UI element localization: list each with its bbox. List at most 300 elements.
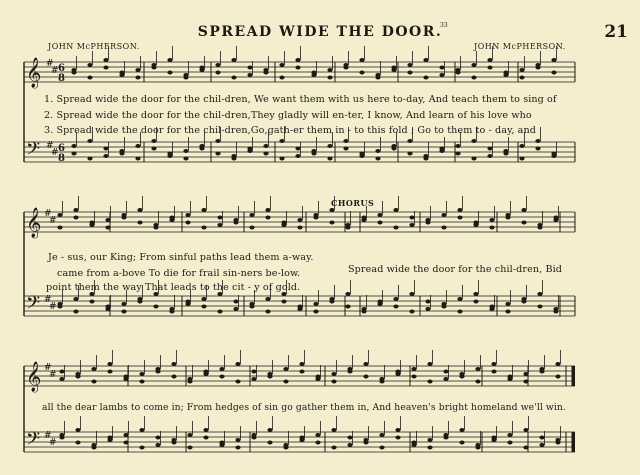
system2-bass-note <box>153 305 158 309</box>
system2-treble-note <box>297 218 302 222</box>
verse-2-lyric-cont: came from a-bove To die for frail sin-ners be-low. <box>57 268 301 279</box>
system3-bass-note <box>203 428 208 432</box>
system2-treble-note <box>249 226 254 230</box>
system2-treble-note <box>249 213 254 217</box>
system1-treble-note <box>311 71 316 75</box>
system2-bass-note <box>457 310 462 314</box>
system3-bass-note <box>315 433 320 437</box>
system2-bass-note <box>265 297 270 301</box>
system1-treble-note <box>439 66 444 70</box>
system3-treble-note <box>219 367 224 371</box>
system2-bass-note <box>249 305 254 309</box>
system1-bass-note <box>263 144 268 148</box>
system1-bass-note <box>231 157 236 161</box>
system3-bass-note <box>267 441 272 445</box>
treble-clef: 𝄞 <box>26 208 42 238</box>
system1-bass-note <box>455 144 460 148</box>
system3-treble-note <box>91 380 96 384</box>
key-signature: # <box>49 370 57 380</box>
system1-bass-note <box>503 152 508 156</box>
system1-treble-note <box>503 71 508 75</box>
hymn-title: SPREAD WIDE THE DOOR. <box>197 24 443 40</box>
system2-treble-note <box>521 208 526 212</box>
system3-treble-note <box>443 370 448 374</box>
system3-treble-note <box>331 372 336 376</box>
system2-treble-note <box>201 208 206 212</box>
key-signature: # <box>49 216 57 226</box>
verse-1-lyric-cont: Je - sus, our King; From sinful paths lead them a-way. <box>48 252 314 263</box>
verse-3-lyric-cont: point them the way That leads to the cit - y of gold. <box>46 282 301 293</box>
system3-bass-note <box>139 428 144 432</box>
system3-bass-note <box>123 433 128 437</box>
system3-treble-note <box>219 375 224 379</box>
time-signature: 6 <box>58 143 65 154</box>
system1-treble-note <box>519 76 524 80</box>
system3-bass-note <box>363 441 368 445</box>
system3-bass-note <box>555 441 560 445</box>
system1-treble-note <box>487 58 492 62</box>
system1-treble-note <box>327 76 332 80</box>
system1-bass-note <box>423 157 428 161</box>
system3-treble-note <box>59 370 64 374</box>
system3-treble-note <box>523 380 528 384</box>
system3-bass-note <box>411 441 416 445</box>
system3-bass-note <box>395 436 400 440</box>
system1-treble-note <box>407 71 412 75</box>
system1-bass-note <box>87 139 92 143</box>
system2-treble-note <box>169 216 174 220</box>
system1-treble-note <box>71 71 76 75</box>
system3-bass-note <box>155 443 160 447</box>
system1-bass-note <box>471 157 476 161</box>
system2-treble-note <box>521 221 526 225</box>
system2-bass-note <box>361 310 366 314</box>
system1-treble-note <box>103 66 108 70</box>
system3-bass-note <box>155 436 160 440</box>
system3-treble-note <box>395 370 400 374</box>
system1-bass-note <box>71 144 76 148</box>
bass-clef: 𝄢 <box>26 429 41 454</box>
system2-treble-note <box>265 208 270 212</box>
system2-treble-note <box>105 218 110 222</box>
key-signature: # <box>51 148 59 158</box>
system1-bass-note <box>295 147 300 151</box>
system2-treble-note <box>89 221 94 225</box>
system3-treble-note <box>411 367 416 371</box>
system3-bass-note <box>459 441 464 445</box>
treble-clef: 𝄞 <box>26 58 42 88</box>
system1-treble-note <box>343 66 348 70</box>
treble-clef: 𝄞 <box>26 362 42 392</box>
key-signature: # <box>46 141 54 151</box>
key-signature: # <box>44 209 52 219</box>
system3-bass-note <box>251 436 256 440</box>
system2-treble-note <box>489 226 494 230</box>
system1-bass-note <box>519 144 524 148</box>
system3-bass-note <box>379 446 384 450</box>
system1-bass-note <box>535 147 540 151</box>
system1-treble-note <box>135 76 140 80</box>
system1-treble-note <box>535 66 540 70</box>
system3-treble-note <box>171 362 176 366</box>
system2-treble-note <box>265 216 270 220</box>
system3-treble-note <box>283 380 288 384</box>
system2-bass-note <box>425 300 430 304</box>
system2-bass-note <box>201 305 206 309</box>
system2-bass-note <box>505 302 510 306</box>
system2-treble-note <box>505 216 510 220</box>
system3-treble-note <box>107 370 112 374</box>
system2-treble-note <box>201 226 206 230</box>
system2-bass-note <box>409 310 414 314</box>
system1-bass-note <box>551 152 556 156</box>
system1-treble-note <box>119 71 124 75</box>
system2-bass-note <box>57 305 62 309</box>
bass-clef: 𝄢 <box>26 293 41 318</box>
system2-treble-note <box>233 221 238 225</box>
system2-treble-note <box>409 216 414 220</box>
system1-treble-note <box>295 66 300 70</box>
system2-treble-note <box>345 226 350 230</box>
system1-bass-note <box>391 147 396 151</box>
system3-bass-note <box>203 436 208 440</box>
system1-bass-note <box>343 139 348 143</box>
system1-treble-note <box>439 73 444 77</box>
system1-bass-note <box>439 147 444 151</box>
system2-treble-note <box>537 226 542 230</box>
system3-treble-note <box>379 380 384 384</box>
system3-treble-note <box>107 362 112 366</box>
system1-bass-note <box>119 152 124 156</box>
system2-bass-note <box>121 310 126 314</box>
system1-treble-note <box>327 68 332 72</box>
system3-bass-note <box>475 446 480 450</box>
system1-bass-note <box>103 154 108 158</box>
time-signature: 8 <box>58 73 65 84</box>
system2-bass-note <box>345 305 350 309</box>
system3-treble-note <box>187 380 192 384</box>
system1-bass-note <box>135 157 140 161</box>
system3-treble-note <box>363 362 368 366</box>
system3-bass-note <box>523 446 528 450</box>
system1-treble-note <box>295 58 300 62</box>
system1-bass-note <box>247 147 252 151</box>
system3-treble-note <box>235 380 240 384</box>
system3-bass-note <box>187 446 192 450</box>
system2-treble-note <box>73 208 78 212</box>
system2-bass-note <box>393 297 398 301</box>
system2-treble-note <box>185 221 190 225</box>
system2-bass-note <box>329 300 334 304</box>
system1-treble-note <box>151 66 156 70</box>
system1-bass-note <box>215 152 220 156</box>
key-signature: # <box>49 302 57 312</box>
system3-bass-note <box>59 436 64 440</box>
system2-bass-note <box>345 292 350 296</box>
key-signature: # <box>44 295 52 305</box>
system1-treble-note <box>279 63 284 67</box>
system3-bass-note <box>283 446 288 450</box>
system3-bass-note <box>507 433 512 437</box>
system3-treble-note <box>91 367 96 371</box>
system1-bass-note <box>295 154 300 158</box>
system3-bass-note <box>107 436 112 440</box>
system2-bass-note <box>489 305 494 309</box>
system1-bass-note <box>487 154 492 158</box>
system1-treble-note <box>359 58 364 62</box>
system1-bass-note <box>327 144 332 148</box>
system3-treble-note <box>139 372 144 376</box>
system1-bass-note <box>407 139 412 143</box>
system3-treble-note <box>539 370 544 374</box>
system3-bass-note <box>507 441 512 445</box>
system2-treble-note <box>441 213 446 217</box>
system2-treble-note <box>73 216 78 220</box>
system3-bass-note <box>539 443 544 447</box>
system1-bass-note <box>519 157 524 161</box>
system3-bass-note <box>91 446 96 450</box>
system3-bass-note <box>331 446 336 450</box>
system3-treble-note <box>331 380 336 384</box>
system2-treble-note <box>377 221 382 225</box>
system3-treble-note <box>555 375 560 379</box>
system1-treble-note <box>103 58 108 62</box>
system2-treble-note <box>297 226 302 230</box>
system1-bass-note <box>215 139 220 143</box>
system3-bass-note <box>427 446 432 450</box>
system3-treble-note <box>555 362 560 366</box>
system2-treble-note <box>153 226 158 230</box>
system1-treble-note <box>423 76 428 80</box>
system3-treble-note <box>251 370 256 374</box>
system2-treble-note <box>137 221 142 225</box>
system1-bass-note <box>407 152 412 156</box>
system2-treble-note <box>473 221 478 225</box>
system1-treble-note <box>375 76 380 80</box>
verse-3-lyric: 3. Spread wide the door for the chil-dren,Go,gath-er them in - to this fold ; Go to them to - day, and <box>44 125 536 136</box>
system1-bass-note <box>103 147 108 151</box>
system3-treble-note <box>299 362 304 366</box>
system1-bass-note <box>167 152 172 156</box>
system1-bass-note <box>279 139 284 143</box>
key-signature: # <box>44 363 52 373</box>
system3-treble-note <box>315 375 320 379</box>
system3-treble-note <box>523 372 528 376</box>
system2-treble-note <box>377 213 382 217</box>
system2-bass-note <box>313 302 318 306</box>
system1-treble-note <box>455 71 460 75</box>
system2-bass-note <box>121 302 126 306</box>
key-signature: # <box>49 438 57 448</box>
system3-treble-note <box>411 375 416 379</box>
system1-treble-note <box>87 63 92 67</box>
system3-treble-note <box>59 377 64 381</box>
system3-bass-note <box>267 428 272 432</box>
system3-bass-note <box>123 441 128 445</box>
system2-bass-note <box>73 297 78 301</box>
system3-treble-note <box>283 367 288 371</box>
system3-bass-note <box>427 438 432 442</box>
system3-bass-note <box>379 433 384 437</box>
system1-bass-note <box>375 157 380 161</box>
verse-1-lyric: 1. Spread wide the door for the chil-dren, We want them with us here to-day, And teach them to sing of <box>44 94 557 105</box>
system2-treble-note <box>457 208 462 212</box>
system3-bass-note <box>491 436 496 440</box>
system3-treble-note <box>363 375 368 379</box>
system2-treble-note <box>57 213 62 217</box>
system2-bass-note <box>217 310 222 314</box>
composer-credit-music: JOHN McPHERSON. <box>474 42 566 51</box>
system2-treble-note <box>393 208 398 212</box>
system2-treble-note <box>425 221 430 225</box>
system2-treble-note <box>217 223 222 227</box>
chorus-label: CHORUS <box>331 198 375 208</box>
key-signature: # <box>46 59 54 69</box>
system2-bass-note <box>457 297 462 301</box>
system1-bass-note <box>183 149 188 153</box>
system3-bass-note <box>187 433 192 437</box>
system3-treble-note <box>491 362 496 366</box>
system2-treble-note <box>393 226 398 230</box>
system2-bass-note <box>233 300 238 304</box>
system1-bass-note <box>151 147 156 151</box>
system2-treble-note <box>137 208 142 212</box>
system2-bass-note <box>537 292 542 296</box>
system1-treble-note <box>247 66 252 70</box>
key-signature: # <box>44 431 52 441</box>
system2-bass-note <box>377 300 382 304</box>
system2-bass-note <box>441 305 446 309</box>
system1-treble-note <box>199 66 204 70</box>
system1-treble-note <box>247 73 252 77</box>
system2-treble-note <box>105 226 110 230</box>
system2-treble-note <box>121 216 126 220</box>
system1-treble-note <box>183 76 188 80</box>
system1-bass-note <box>343 147 348 151</box>
system2-bass-note <box>89 300 94 304</box>
system3-bass-note <box>75 441 80 445</box>
system2-bass-note <box>281 300 286 304</box>
system2-bass-note <box>409 292 414 296</box>
system1-treble-note <box>551 71 556 75</box>
system2-bass-note <box>313 310 318 314</box>
system2-bass-note <box>105 305 110 309</box>
system3-treble-note <box>139 380 144 384</box>
system3-bass-note <box>219 441 224 445</box>
system2-treble-note <box>553 216 558 220</box>
system3-treble-note <box>299 370 304 374</box>
system1-treble-note <box>167 71 172 75</box>
system2-treble-note <box>441 226 446 230</box>
system3-treble-note <box>491 370 496 374</box>
system3-treble-note <box>427 362 432 366</box>
system2-bass-note <box>233 307 238 311</box>
system3-treble-note <box>251 377 256 381</box>
system2-treble-note <box>217 216 222 220</box>
system1-treble-note <box>359 71 364 75</box>
system1-bass-note <box>199 147 204 151</box>
system2-bass-note <box>425 307 430 311</box>
system1-bass-note <box>279 157 284 161</box>
system1-bass-note <box>375 149 380 153</box>
system2-bass-note <box>73 310 78 314</box>
system3-treble-note <box>123 375 128 379</box>
system3-bass-note <box>331 428 336 432</box>
time-signature: 8 <box>58 153 65 164</box>
system1-treble-note <box>231 58 236 62</box>
verse-2-lyric: 2. Spread wide the door for the chil-dren,They gladly will en-ter, I know, And learn of his love who <box>44 110 532 121</box>
system1-bass-note <box>487 147 492 151</box>
printer-mark: 33 <box>440 22 448 29</box>
chorus-lyric: Spread wide the door for the chil-dren, Bid <box>348 264 563 275</box>
system3-treble-note <box>427 380 432 384</box>
system3-treble-note <box>171 375 176 379</box>
system2-treble-note <box>185 213 190 217</box>
system2-bass-note <box>169 310 174 314</box>
system3-treble-note <box>235 362 240 366</box>
system3-bass-note <box>347 443 352 447</box>
system1-treble-note <box>279 76 284 80</box>
final-barline <box>572 432 575 452</box>
system2-bass-note <box>473 300 478 304</box>
system3-bass-note <box>523 428 528 432</box>
final-barline <box>572 366 575 386</box>
system1-treble-note <box>87 76 92 80</box>
system3-treble-note <box>475 380 480 384</box>
system1-treble-note <box>215 63 220 67</box>
system2-treble-note <box>457 216 462 220</box>
system3-bass-note <box>235 438 240 442</box>
system3-bass-note <box>539 436 544 440</box>
time-signature: 6 <box>58 63 65 74</box>
system3-bass-note <box>235 446 240 450</box>
system3-bass-note <box>139 446 144 450</box>
system3-treble-note <box>443 377 448 381</box>
system1-bass-note <box>263 152 268 156</box>
system3-treble-note <box>267 375 272 379</box>
system1-treble-note <box>391 66 396 70</box>
system3-bass-note <box>395 428 400 432</box>
system2-treble-note <box>313 216 318 220</box>
system1-bass-note <box>87 157 92 161</box>
system2-bass-note <box>505 310 510 314</box>
key-signature: # <box>51 66 59 76</box>
system1-treble-note <box>423 58 428 62</box>
system1-bass-note <box>71 152 76 156</box>
system3-treble-note <box>347 370 352 374</box>
system2-bass-note <box>137 300 142 304</box>
system2-treble-note <box>329 221 334 225</box>
system3-bass-note <box>459 428 464 432</box>
system1-treble-note <box>135 68 140 72</box>
system2-bass-note <box>265 310 270 314</box>
system1-treble-note <box>471 76 476 80</box>
system2-bass-note <box>521 300 526 304</box>
system3-bass-note <box>171 441 176 445</box>
system1-treble-note <box>263 71 268 75</box>
system2-bass-note <box>537 305 542 309</box>
system1-bass-note <box>535 139 540 143</box>
system1-treble-note <box>231 76 236 80</box>
system2-bass-note <box>473 292 478 296</box>
system3-treble-note <box>203 370 208 374</box>
system1-treble-note <box>519 68 524 72</box>
system1-treble-note <box>471 63 476 67</box>
system2-treble-note <box>57 226 62 230</box>
page-number: 21 <box>604 22 628 42</box>
system3-treble-note <box>459 375 464 379</box>
bass-clef: 𝄢 <box>26 139 41 164</box>
